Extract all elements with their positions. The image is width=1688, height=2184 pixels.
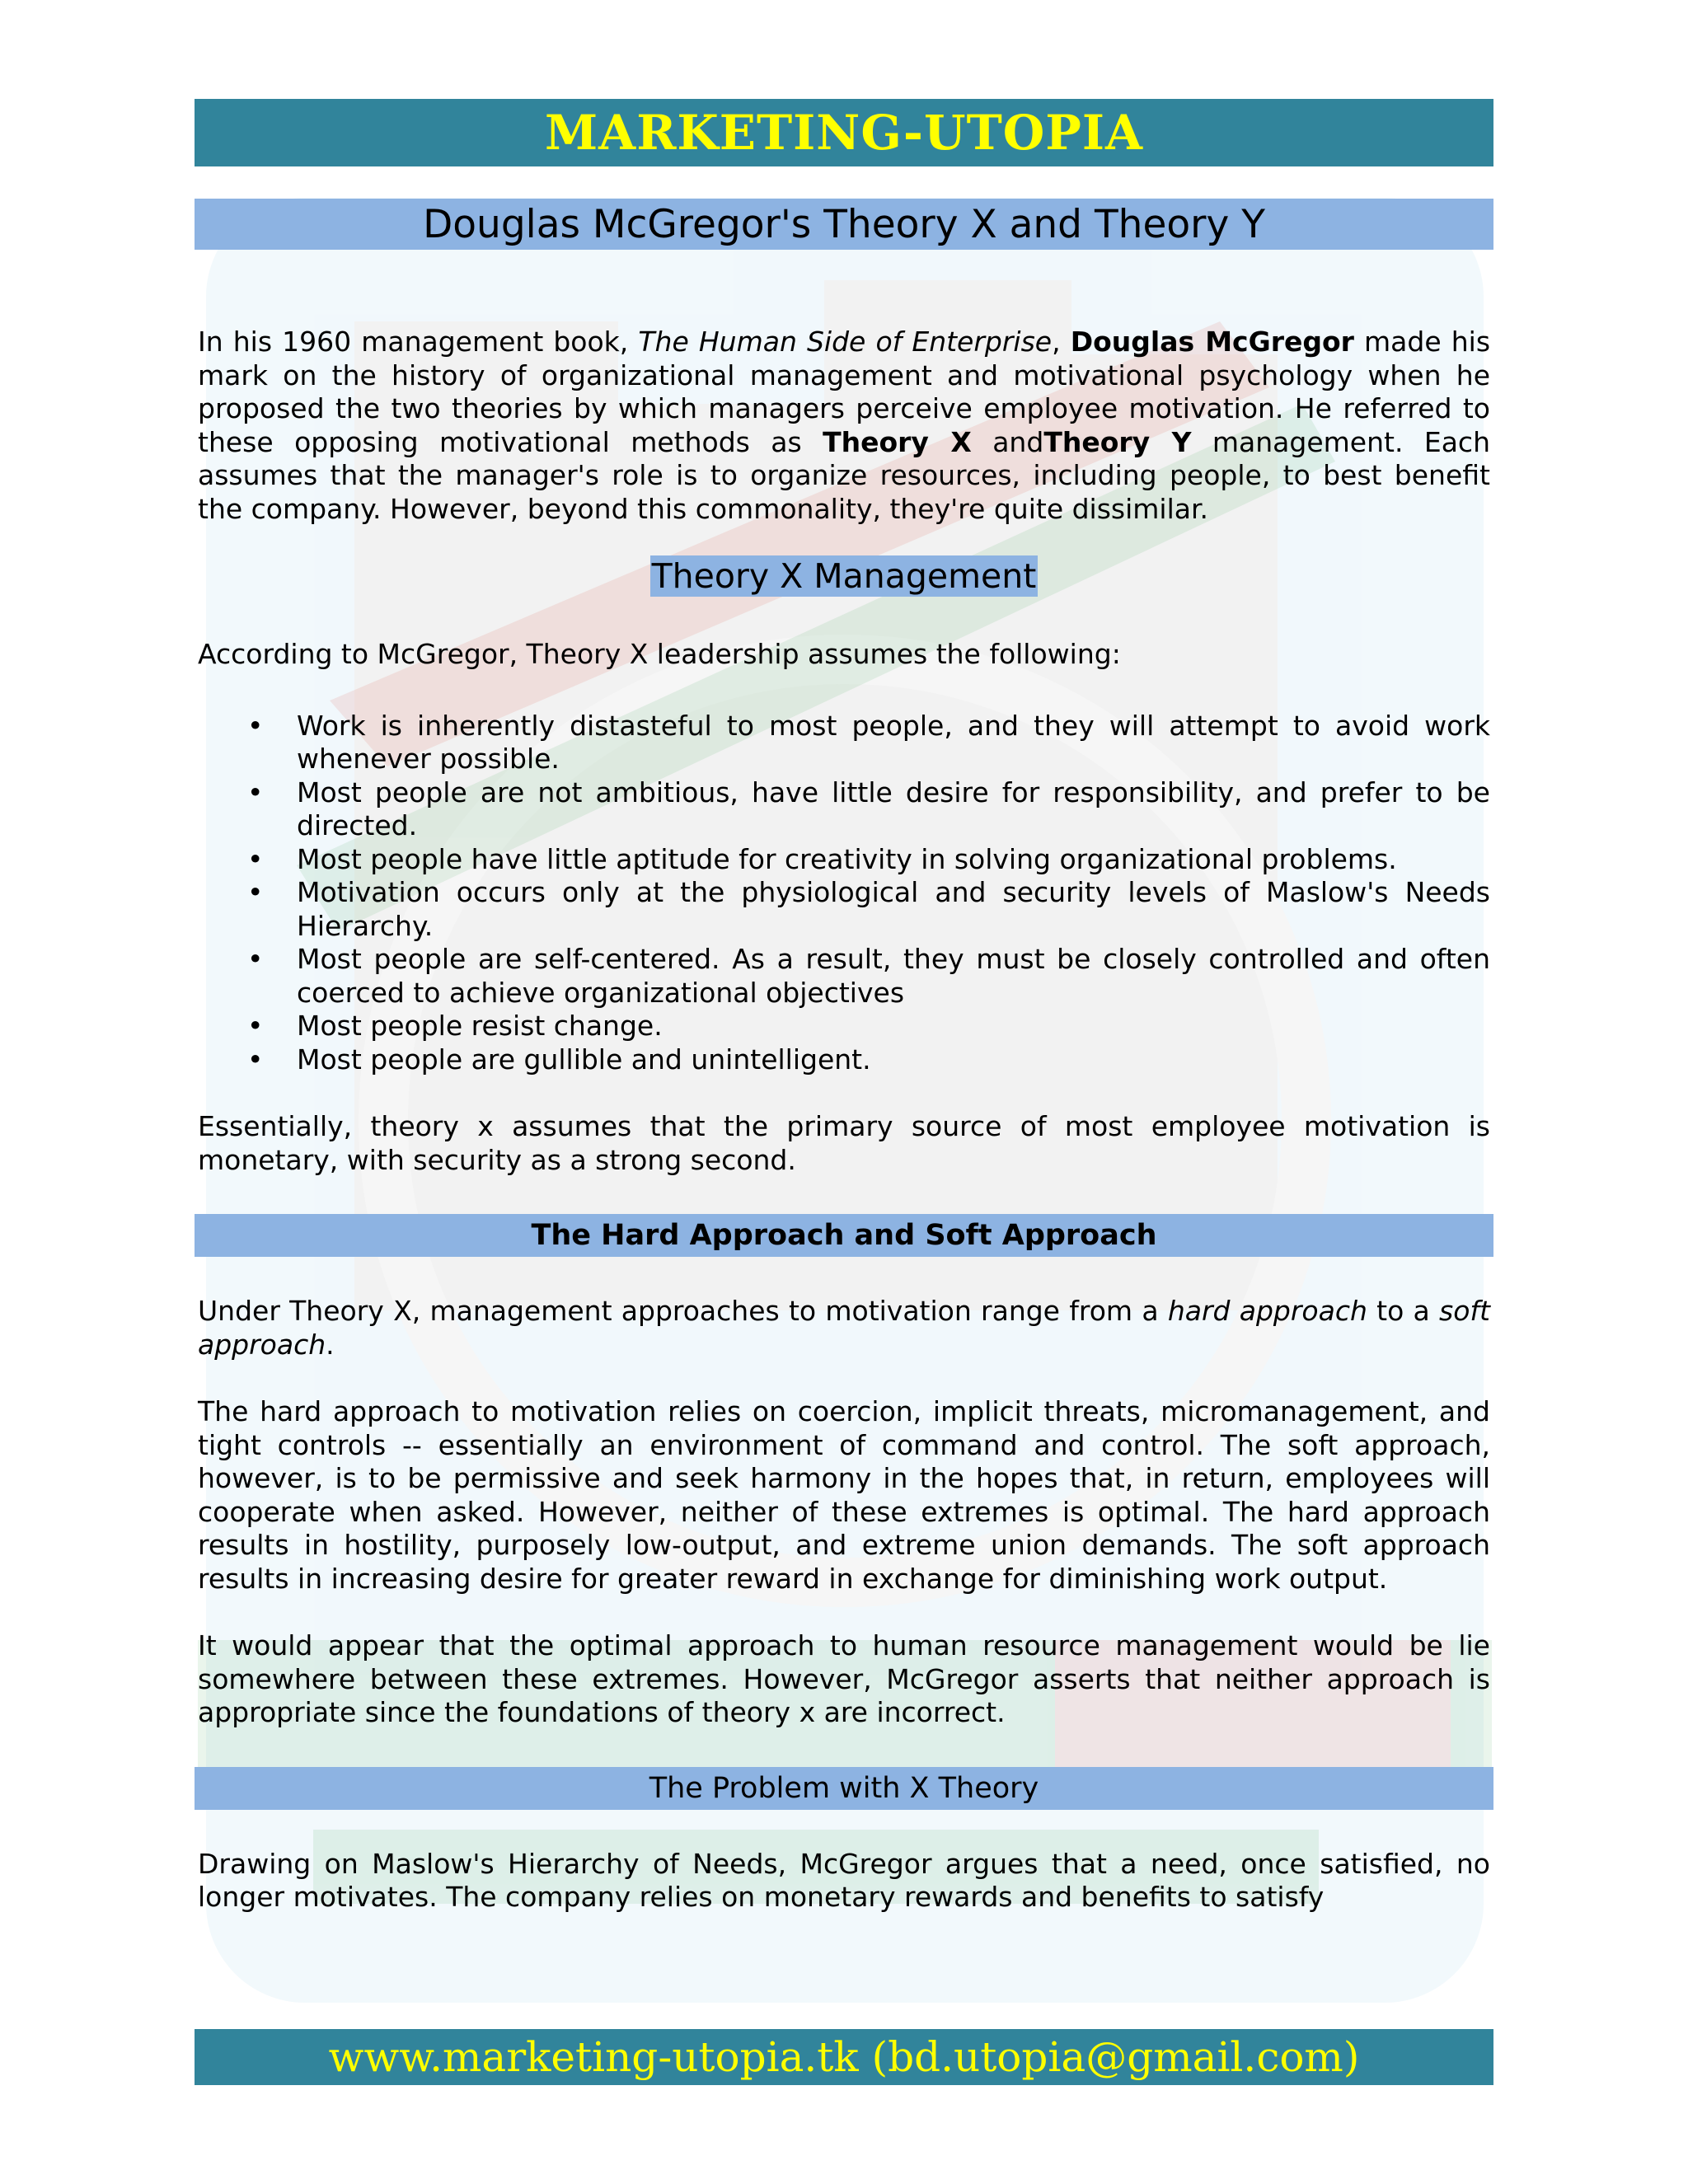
- list-item: [198, 943, 1490, 1010]
- intro-paragraph: [198, 326, 1490, 526]
- bullet-icon: •: [247, 943, 264, 975]
- list-item-text: Motivation occurs only at the physiological and security levels of Maslow's Needs Hierarchy.: [297, 876, 1490, 942]
- theory-x-heading-wrap: [198, 555, 1490, 597]
- bullet-icon: •: [247, 876, 264, 908]
- footer-banner: [195, 2029, 1493, 2085]
- theory-x-lead: According to McGregor, Theory X leadership assumes the following:: [198, 638, 1121, 670]
- document-body: [195, 326, 1493, 1915]
- header-banner: [195, 99, 1493, 166]
- list-item-text: Most people are gullible and unintelligent.: [297, 1043, 871, 1076]
- intro-text: management. Each assumes that the manager's role is to organize resources, including people, to best benefit the company. However, beyond this commonality, they're quite dissimilar.: [198, 425, 1490, 525]
- problem-heading: The Problem with X Theory: [195, 1767, 1493, 1810]
- intro-text: made his mark on the history of organizational management and motivational psychology when he proposed the two theories by which managers perceive employee motivation. He referred to these opposing motivational methods as: [198, 326, 1491, 458]
- list-item-text: Work is inherently distasteful to most people, and they will attempt to avoid work whenever possible.: [297, 709, 1490, 775]
- list-item-text: Most people resist change.: [297, 1010, 663, 1042]
- hard-approach-term: hard approach: [1167, 1295, 1367, 1327]
- list-item-text: Most people are not ambitious, have little desire for responsibility, and prefer to be directed.: [297, 776, 1490, 841]
- intro-text: ,: [1052, 326, 1071, 358]
- approaches-text: Under Theory X, management approaches to motivation range from a: [198, 1295, 1168, 1327]
- approaches-text: to a: [1367, 1295, 1440, 1327]
- list-item: [198, 710, 1490, 776]
- list-item: [198, 1043, 1490, 1077]
- document-title-bar: [195, 199, 1493, 250]
- theory-x-heading: Theory X Management: [651, 556, 1037, 596]
- intro-text: In his 1960 management book,: [198, 326, 639, 358]
- approaches-paragraph-3: It would appear that the optimal approach to human resource management would be lie somewhere between these extremes. However, McGregor asserts that neither approach is appropriate since the foundations of theory x are incorrect.: [198, 1629, 1490, 1728]
- author-name: Douglas McGregor: [1070, 326, 1354, 358]
- brand-title: MARKETING-UTOPIA: [544, 105, 1144, 161]
- document-title: Douglas McGregor's Theory X and Theory Y: [423, 201, 1265, 247]
- bullet-icon: •: [247, 709, 264, 742]
- intro-text: and: [971, 425, 1044, 458]
- page: [195, 99, 1493, 1915]
- list-item: [198, 876, 1490, 943]
- bullet-icon: •: [247, 1043, 264, 1076]
- approaches-text: .: [326, 1328, 335, 1361]
- theory-y-term: Theory Y: [1043, 425, 1192, 458]
- approaches-paragraph-2: The hard approach to motivation relies on coercion, implicit threats, micromanagement, and tight controls -- essentially an environment of command and control. The soft approach, however, is to be permissive and seek harmony in the hopes that, in return, employees will cooperate when asked. However, neither of these extremes is optimal. The hard approach results in hostility, purposely low-output, and extreme union demands. The soft approach results in increasing desire for greater reward in exchange for diminishing work output.: [198, 1395, 1490, 1595]
- list-item: [198, 843, 1490, 877]
- bullet-icon: •: [247, 1010, 264, 1042]
- bullet-icon: •: [247, 842, 264, 875]
- list-item: [198, 1010, 1490, 1043]
- footer-contact: www.marketing-utopia.tk (bd.utopia@gmail.com): [328, 2033, 1360, 2081]
- approaches-heading: The Hard Approach and Soft Approach: [195, 1214, 1493, 1257]
- approaches-paragraph-1: [198, 1295, 1490, 1361]
- book-title: The Human Side of Enterprise: [638, 326, 1053, 358]
- theory-x-summary: Essentially, theory x assumes that the primary source of most employee motivation is monetary, with security as a strong second.: [198, 1110, 1490, 1176]
- bullet-icon: •: [247, 776, 264, 808]
- theory-x-term: Theory X: [823, 425, 972, 458]
- list-item-text: Most people have little aptitude for creativity in solving organizational problems.: [297, 842, 1397, 875]
- list-item-text: Most people are self-centered. As a result, they must be closely controlled and often coerced to achieve organizational objectives: [297, 943, 1490, 1009]
- list-item: [198, 776, 1490, 843]
- soft-approach-term: soft approach: [198, 1295, 1490, 1361]
- theory-x-assumptions-list: [198, 710, 1490, 1077]
- problem-paragraph-1: Drawing on Maslow's Hierarchy of Needs, McGregor argues that a need, once satisfied, no longer motivates. The company relies on monetary rewards and benefits to satisfy: [198, 1847, 1490, 1913]
